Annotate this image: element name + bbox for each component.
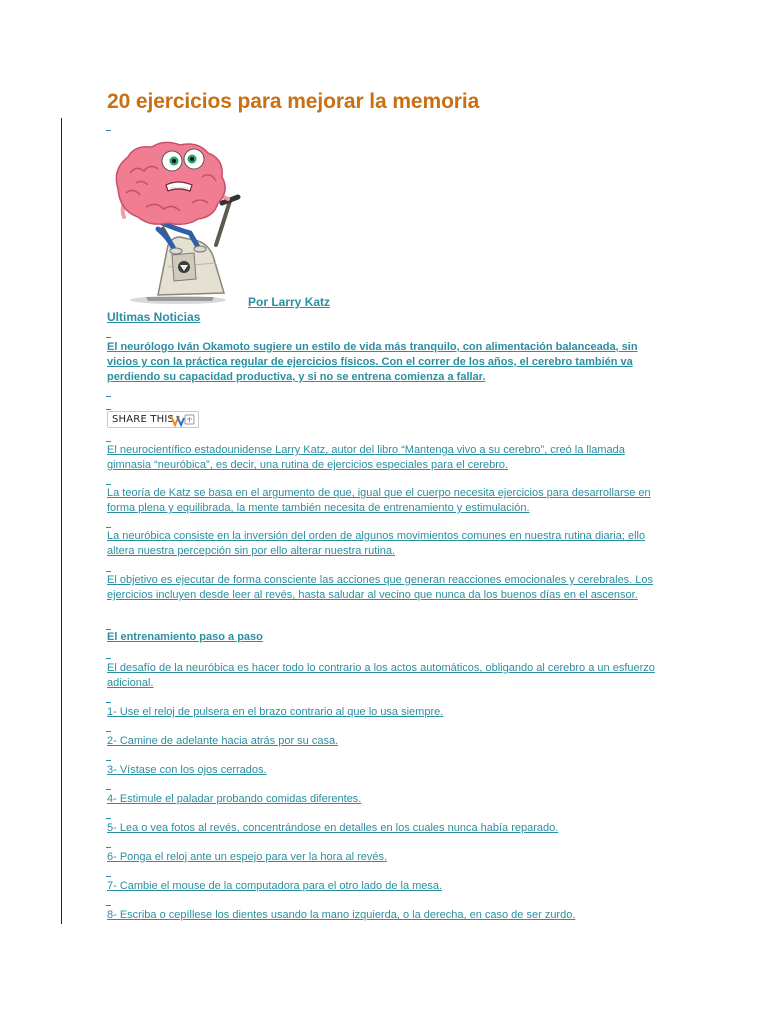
- link-marker[interactable]: [106, 789, 111, 790]
- share-icons: [170, 413, 196, 427]
- page-title: 20 ejercicios para mejorar la memoria: [107, 90, 480, 113]
- body-paragraph[interactable]: El neurocientífico estadounidense Larry Katz, autor del libro “Mantenga vivo a su cerebro”, creó la llamada gimnasia “neuróbica”, es decir, una rutina de ejercicios especiales para el cerebro.: [107, 444, 625, 471]
- intro-paragraph[interactable]: El desafío de la neuróbica es hacer todo lo contrario a los actos automáticos, obligando al cerebro a un esfuerzo adicional.: [107, 662, 655, 689]
- link-marker[interactable]: [106, 818, 111, 819]
- brain-on-bike-image: [106, 137, 246, 307]
- author-link[interactable]: Por Larry Katz: [248, 295, 331, 309]
- link-marker[interactable]: [106, 130, 111, 131]
- section-subheading[interactable]: El entrenamiento paso a paso: [107, 631, 263, 643]
- exercise-item[interactable]: 6- Ponga el reloj ante un espejo para ver la hora al revés.: [107, 851, 388, 863]
- lead-paragraph[interactable]: El neurólogo Iván Okamoto sugiere un estilo de vida más tranquilo, con alimentación balanceada, sin vicios y con la práctica regular de ejercicios físicos. Con el correr de los años, el cerebro también va perdiendo su capacidad productiva, y si no se entrena comienza a fallar.: [107, 341, 638, 383]
- link-marker[interactable]: [106, 571, 111, 572]
- exercise-item[interactable]: 1- Use el reloj de pulsera en el brazo contrario al que lo usa siempre.: [107, 706, 444, 718]
- link-marker[interactable]: [106, 760, 111, 761]
- body-paragraph[interactable]: La teoría de Katz se basa en el argumento de que, igual que el cuerpo necesita ejercicios para desarrollarse en forma plena y equilibrada, la mente también necesita de entrenamiento y estimulación.: [107, 487, 651, 514]
- link-marker[interactable]: [106, 847, 111, 848]
- link-marker[interactable]: [106, 629, 111, 630]
- link-marker[interactable]: [106, 905, 111, 906]
- link-marker[interactable]: [106, 409, 111, 410]
- latest-news-link[interactable]: Ultimas Noticias: [107, 310, 201, 324]
- exercise-item[interactable]: 2- Camine de adelante hacia atrás por su casa.: [107, 735, 339, 747]
- margin-rule: [61, 118, 62, 924]
- exercise-item[interactable]: 3- Vístase con los ojos cerrados.: [107, 764, 267, 776]
- link-marker[interactable]: [106, 702, 111, 703]
- link-marker[interactable]: [106, 441, 111, 442]
- link-marker[interactable]: [106, 396, 111, 397]
- share-this-button[interactable]: SHARE THIS: [107, 411, 199, 428]
- link-marker[interactable]: [106, 527, 111, 528]
- exercise-item[interactable]: 5- Lea o vea fotos al revés, concentrándose en detalles en los cuales nunca había reparado.: [107, 822, 559, 834]
- body-paragraph[interactable]: La neuróbica consiste en la inversión del orden de algunos movimientos comunes en nuestra rutina diaria; ello altera nuestra percepción sin por ello alterar nuestra rutina.: [107, 530, 646, 557]
- link-marker[interactable]: [106, 484, 111, 485]
- exercise-item[interactable]: 8- Escriba o cepíllese los dientes usando la mano izquierda, o la derecha, en caso de ser zurdo.: [107, 909, 576, 921]
- link-marker[interactable]: [106, 876, 111, 877]
- link-marker[interactable]: [106, 337, 111, 338]
- body-paragraph[interactable]: El objetivo es ejecutar de forma consciente las acciones que generan reacciones emocionales y cerebrales. Los ejercicios incluyen desde leer al revés, hasta saludar al vecino que nunca da los buenos días en el ascensor.: [107, 574, 654, 601]
- link-marker[interactable]: [106, 731, 111, 732]
- exercise-item[interactable]: 7- Cambie el mouse de la computadora para el otro lado de la mesa.: [107, 880, 443, 892]
- link-marker[interactable]: [106, 658, 111, 659]
- exercise-item[interactable]: 4- Estimule el paladar probando comidas diferentes.: [107, 793, 362, 805]
